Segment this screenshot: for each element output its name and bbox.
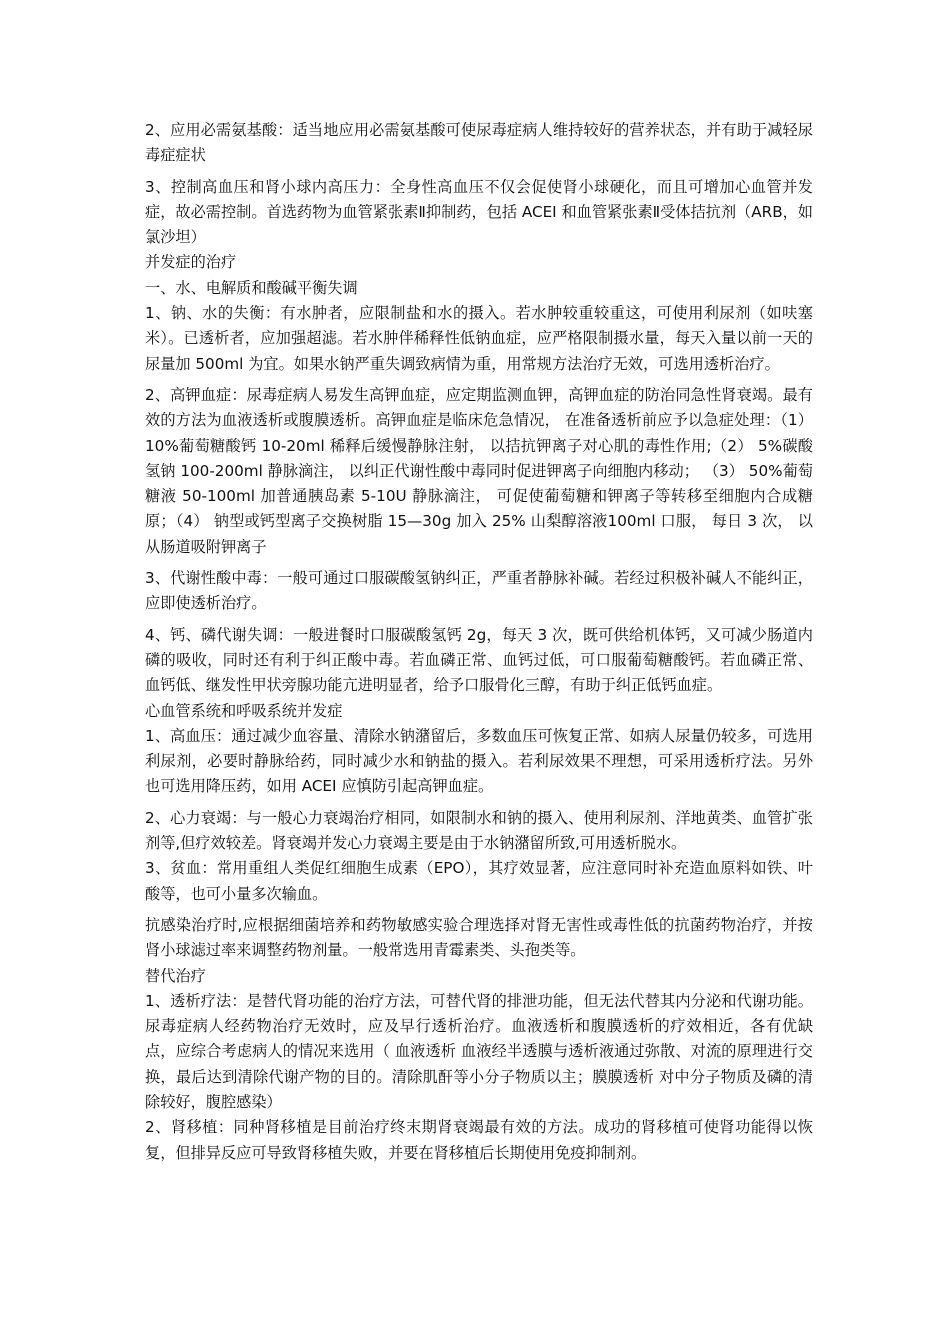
paragraph-hyperkalemia: 2、高钾血症：尿毒症病人易发生高钾血症，应定期监测血钾，高钾血症的防治同急性肾衰竭。最有效的方法为血液透析或腹膜透析。高钾血症是临床危急情况， 在准备透析前应予以急症处理：（1） 10%葡萄糖酸钙 10-20ml 稀释后缓慢静脉注射， 以拮抗钾离子对心肌的毒性作用;（2） 5%碳酸氢钠 100-200ml 静脉滴注， 以纠正代谢性酸中毒同时促进钾离子向细胞内移动； （3） 50%葡萄糖液 50-100ml 加普通胰岛素 5-10U 静脉滴注， 可促使葡萄糖和钾离子等转移至细胞内合成糖原；（4） 钠型或钙型离子交换树脂 15—30g 加入 25% 山梨醇溶液100ml 口服， 每日 3 次， 以从肠道吸附钾离子: [145, 385, 813, 556]
paragraph-essential-amino-acids: 2、应用必需氨基酸：适当地应用必需氨基酸可使尿毒症病人维持较好的营养状态，并有助于减轻尿毒症症状: [145, 121, 813, 165]
heading-complication-treatment: 并发症的治疗: [145, 253, 237, 272]
paragraph-dialysis: 1、透析疗法：是替代肾功能的治疗方法，可替代肾的排泄功能，但无法代替其内分泌和代谢功能。尿毒症病人经药物治疗无效时，应及早行透析治疗。血液透析和腹膜透析的疗效相近，各有优缺点，应综合考虑病人的情况来选用（ 血液透析 血液经半透膜与透析液通过弥散、对流的原理进行交换，最后达到清除代谢产物的目的。清除肌酐等小分子物质以主；膜膜透析 对中分子物质及磷的清除较好，腹腔感染）: [145, 991, 813, 1111]
heading-cardio-respiratory: 心血管系统和呼吸系统并发症: [145, 701, 343, 720]
paragraph-control-hypertension: 3、控制高血压和肾小球内高压力：全身性高血压不仅会促使肾小球硬化，而且可增加心血管并发症，故必需控制。首选药物为血管紧张素Ⅱ抑制药，包括 ACEI 和血管紧张素Ⅱ受体拮抗剂（ARB，如氯沙坦）: [145, 177, 813, 247]
paragraph-calcium-phosphorus: 4、钙、磷代谢失调：一般进餐时口服碳酸氢钙 2g，每天 3 次，既可供给机体钙，又可减少肠道内磷的吸收，同时还有利于纠正酸中毒。若血磷正常、血钙过低，可口服葡萄糖酸钙。若血磷正常、血钙低、继发性甲状旁腺功能亢进明显者，给予口服骨化三醇，有助于纠正低钙血症。: [145, 625, 813, 695]
paragraph-anti-infection: 抗感染治疗时,应根据细菌培养和药物敏感实验合理选择对肾无害性或毒性低的抗菌药物治疗，并按肾小球滤过率来调整药物剂量。一般常选用青霉素类、头孢类等。: [145, 915, 813, 960]
document-page: [145, 118, 813, 1166]
heading-replacement-therapy: 替代治疗: [145, 966, 206, 985]
paragraph-anemia: 3、贫血：常用重组人类促红细胞生成素（EPO），其疗效显著，应注意同时补充造血原料如铁、叶酸等，也可小量多次输血。: [145, 859, 813, 903]
heading-electrolyte-imbalance: 一、水、电解质和酸碱平衡失调: [145, 278, 358, 297]
paragraph-metabolic-acidosis: 3、代谢性酸中毒：一般可通过口服碳酸氢钠纠正，严重者静脉补碱。若经过积极补碱人不能纠正，应即使透析治疗。: [145, 569, 813, 613]
paragraph-kidney-transplant: 2、肾移植：同种肾移植是目前治疗终末期肾衰竭最有效的方法。成功的肾移植可使肾功能得以恢复，但排异反应可导致肾移植失败，并要在肾移植后长期使用免疫抑制剂。: [145, 1118, 813, 1162]
paragraph-sodium-water: 1、钠、水的失衡：有水肿者，应限制盐和水的摄入。若水肿较重较重这，可使用利尿剂（如呋塞米）。已透析者，应加强超滤。若水肿伴稀释性低钠血症，应严格限制摄水量，每天入量以前一天的尿量加 500ml 为宜。如果水钠严重失调致病情为重，用常规方法治疗无效，可选用透析治疗。: [145, 304, 813, 373]
paragraph-heart-failure: 2、心力衰竭：与一般心力衰竭治疗相同，如限制水和钠的摄入、使用利尿剂、洋地黄类、血管扩张剂等,但疗效较差。肾衰竭并发心力衰竭主要是由于水钠潴留所致,可用透析脱水。: [145, 808, 813, 853]
paragraph-hypertension: 1、高血压：通过减少血容量、清除水钠潴留后，多数血压可恢复正常、如病人尿量仍较多，可选用利尿剂，必要时静脉给药，同时减少水和钠盐的摄入。若利尿效果不理想，可采用透析疗法。另外也可选用降压药，如用 ACEI 应慎防引起高钾血症。: [145, 726, 813, 796]
